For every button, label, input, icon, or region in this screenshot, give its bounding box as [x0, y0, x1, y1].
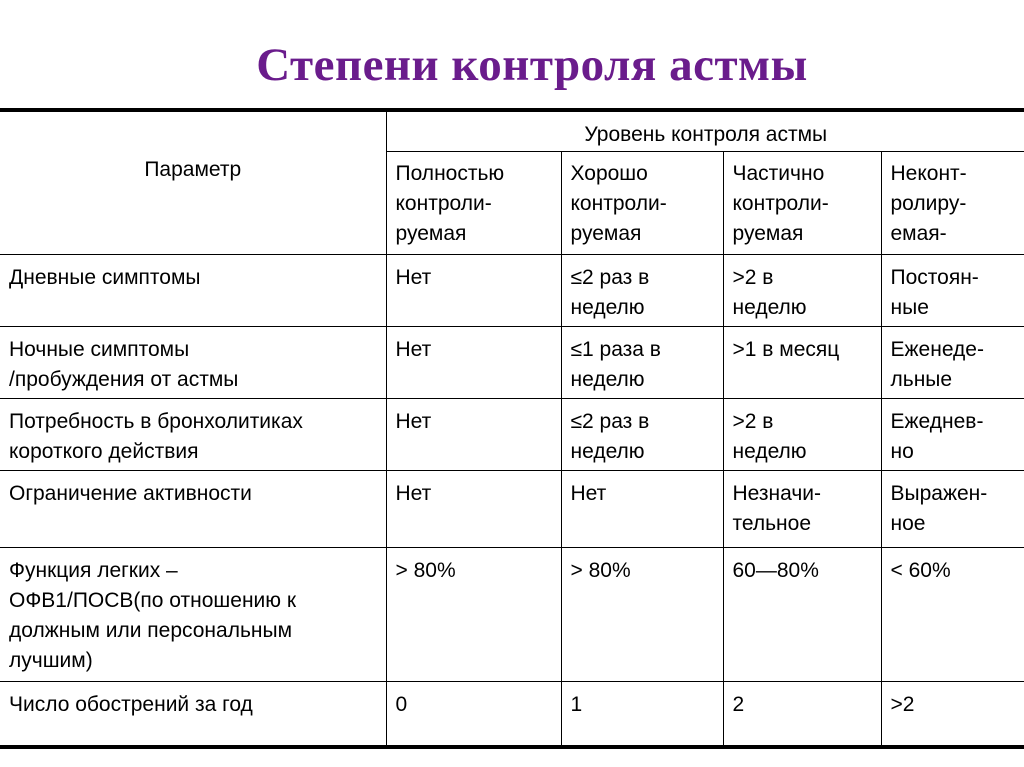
- table-cell: Незначи- тельное: [723, 470, 881, 547]
- table-cell: > 80%: [561, 547, 723, 681]
- control-level-header: Уровень контроля астмы: [386, 111, 1024, 151]
- table-row: [0, 326, 1024, 398]
- table-cell: >2 в неделю: [723, 398, 881, 470]
- table-cell: ≤2 раз в неделю: [561, 254, 723, 326]
- table-cell: Ежеднев- но: [881, 398, 1024, 470]
- row-parameter: Дневные симптомы: [0, 254, 386, 326]
- table-cell: 60—80%: [723, 547, 881, 681]
- table-row: [0, 547, 1024, 681]
- table-cell: Выражен- ное: [881, 470, 1024, 547]
- parameter-header: Параметр: [0, 111, 386, 254]
- table-cell: Еженеде- льные: [881, 326, 1024, 398]
- level-header-good: Хорошо контроли- руемая: [561, 151, 723, 254]
- row-parameter: Число обострений за год: [0, 681, 386, 746]
- header-row-group: [0, 111, 1024, 151]
- row-parameter: Ограничение активности: [0, 470, 386, 547]
- table-cell: >2 в неделю: [723, 254, 881, 326]
- table-row: [0, 398, 1024, 470]
- page-title: Степени контроля астмы: [256, 39, 808, 91]
- table-row: [0, 254, 1024, 326]
- table-row: [0, 681, 1024, 746]
- table-cell: Нет: [386, 254, 561, 326]
- table-cell: 0: [386, 681, 561, 746]
- table-cell: > 80%: [386, 547, 561, 681]
- table-cell: ≤2 раз в неделю: [561, 398, 723, 470]
- table-cell: < 60%: [881, 547, 1024, 681]
- level-header-partial: Частично контроли- руемая: [723, 151, 881, 254]
- table-cell: Нет: [386, 398, 561, 470]
- bottom-rule: [0, 745, 1024, 749]
- table-cell: Постоян- ные: [881, 254, 1024, 326]
- row-parameter: Функция легких – ОФВ1/ПОСВ(по отношению к должным или персональным лучшим): [0, 547, 386, 681]
- level-header-full: Полностью контроли- руемая: [386, 151, 561, 254]
- table-cell: Нет: [386, 326, 561, 398]
- level-header-uncontrolled: Неконт- ролиру- емая-: [881, 151, 1024, 254]
- table-cell: ≤1 раза в неделю: [561, 326, 723, 398]
- asthma-control-table: [0, 111, 1024, 746]
- table-cell: Нет: [386, 470, 561, 547]
- table-cell: >1 в месяц: [723, 326, 881, 398]
- row-parameter: Потребность в бронхолитиках короткого действия: [0, 398, 386, 470]
- table-cell: >2: [881, 681, 1024, 746]
- table-cell: 2: [723, 681, 881, 746]
- table-cell: 1: [561, 681, 723, 746]
- row-parameter: Ночные симптомы /пробуждения от астмы: [0, 326, 386, 398]
- table-cell: Нет: [561, 470, 723, 547]
- table-row: [0, 470, 1024, 547]
